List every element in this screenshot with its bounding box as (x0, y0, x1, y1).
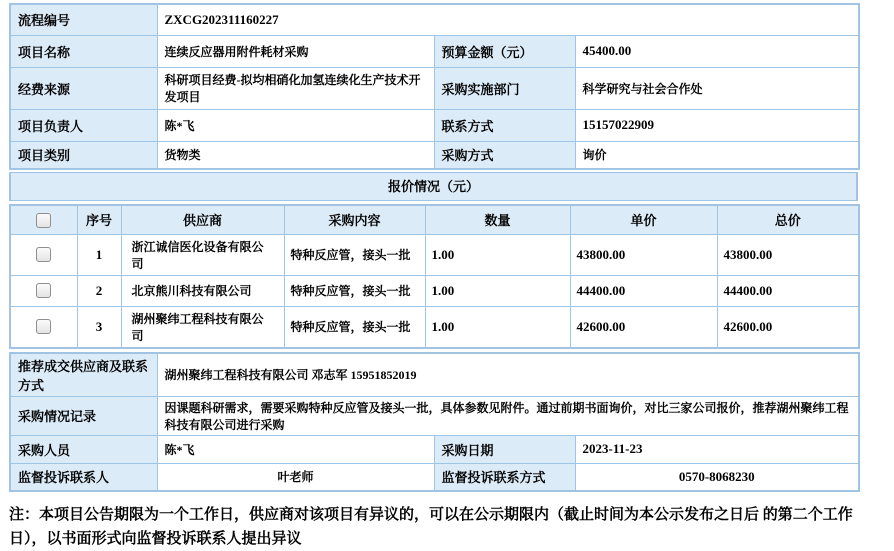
table-row (10, 396, 859, 435)
unit-price: 43800.00 (570, 234, 717, 275)
table-row (10, 141, 859, 169)
total-price: 43800.00 (717, 234, 859, 275)
project-leader-label: 项目负责人 (10, 109, 157, 141)
procurement-method-label: 采购方式 (434, 141, 575, 169)
purchase-content: 特种反应管，接头一批 (284, 306, 425, 348)
project-name-label: 项目名称 (10, 35, 157, 67)
quote-row (10, 234, 859, 275)
purchasing-department-value: 科学研究与社会合作处 (575, 67, 859, 109)
table-row (10, 35, 859, 67)
row-no: 1 (77, 234, 121, 275)
procurement-method-value: 询价 (575, 141, 859, 169)
contact-value: 15157022909 (575, 109, 859, 141)
supplier-name: 浙江诚信医化设备有限公司 (121, 234, 284, 275)
quantity: 1.00 (425, 234, 570, 275)
quote-row (10, 306, 859, 348)
project-category-value: 货物类 (157, 141, 434, 169)
complaint-contact-label: 监督投诉联系人 (10, 463, 157, 491)
row-checkbox-cell (10, 306, 77, 348)
total-price: 44400.00 (717, 275, 859, 306)
contact-label: 联系方式 (434, 109, 575, 141)
quantity: 1.00 (425, 306, 570, 348)
purchase-date-value: 2023-11-23 (575, 435, 859, 463)
budget-label: 预算金额（元） (434, 35, 575, 67)
funding-source-value: 科研项目经费-拟均相硝化加氢连续化生产技术开发项目 (157, 67, 434, 109)
col-header-qty: 数量 (425, 205, 570, 234)
supplier-name: 湖州聚纬工程科技有限公司 (121, 306, 284, 348)
quote-section-title: 报价情况（元） (9, 172, 858, 201)
purchase-content: 特种反应管，接头一批 (284, 234, 425, 275)
row-checkbox-cell (10, 234, 77, 275)
funding-source-label: 经费来源 (10, 67, 157, 109)
process-number-label: 流程编号 (10, 4, 157, 35)
table-row (10, 4, 859, 35)
col-header-total: 总价 (717, 205, 859, 234)
row-checkbox-cell (10, 275, 77, 306)
project-category-label: 项目类别 (10, 141, 157, 169)
purchasing-department-label: 采购实施部门 (434, 67, 575, 109)
quote-table (9, 204, 860, 349)
project-leader-value: 陈*飞 (157, 109, 434, 141)
row-no: 2 (77, 275, 121, 306)
total-price: 42600.00 (717, 306, 859, 348)
procurement-record-value: 因课题科研需求，需要采购特种反应管及接头一批，具体参数见附件。通过前期书面询价，对比三家公司报价，推荐湖州聚纬工程科技有限公司进行采购 (157, 396, 859, 435)
purchase-date-label: 采购日期 (434, 435, 575, 463)
complaint-phone-value: 0570-8068230 (575, 463, 859, 491)
table-row (10, 67, 859, 109)
select-all-cell (10, 205, 77, 234)
row-checkbox[interactable] (36, 319, 51, 334)
table-row (10, 353, 859, 397)
unit-price: 42600.00 (570, 306, 717, 348)
quote-header-row (10, 205, 859, 234)
supplier-name: 北京熊川科技有限公司 (121, 275, 284, 306)
project-info-table (9, 3, 860, 170)
row-no: 3 (77, 306, 121, 348)
quote-row (10, 275, 859, 306)
process-number-value: ZXCG202311160227 (157, 4, 859, 35)
complaint-contact-value: 叶老师 (157, 463, 434, 491)
col-header-supplier: 供应商 (121, 205, 284, 234)
complaint-phone-label: 监督投诉联系方式 (434, 463, 575, 491)
footer-note: 注：本项目公告期限为一个工作日，供应商对该项目有异议的，可以在公示期限内（截止时间为本公示发布之日后 的第二个工作日），以书面形式向监督投诉联系人提出异议 (9, 507, 853, 547)
recommended-supplier-value: 湖州聚纬工程科技有限公司 邓志军 15951852019 (157, 353, 859, 397)
project-name-value: 连续反应器用附件耗材采购 (157, 35, 434, 67)
purchaser-label: 采购人员 (10, 435, 157, 463)
table-row (10, 109, 859, 141)
quantity: 1.00 (425, 275, 570, 306)
recommended-supplier-label: 推荐成交供应商及联系方式 (10, 353, 157, 397)
summary-table (9, 352, 860, 493)
table-row (10, 435, 859, 463)
col-header-content: 采购内容 (284, 205, 425, 234)
col-header-unit-price: 单价 (570, 205, 717, 234)
row-checkbox[interactable] (36, 283, 51, 298)
budget-value: 45400.00 (575, 35, 859, 67)
col-header-no: 序号 (77, 205, 121, 234)
purchase-content: 特种反应管，接头一批 (284, 275, 425, 306)
unit-price: 44400.00 (570, 275, 717, 306)
table-row (10, 463, 859, 491)
procurement-record-label: 采购情况记录 (10, 396, 157, 435)
purchaser-value: 陈*飞 (157, 435, 434, 463)
select-all-checkbox[interactable] (36, 213, 51, 228)
row-checkbox[interactable] (36, 247, 51, 262)
